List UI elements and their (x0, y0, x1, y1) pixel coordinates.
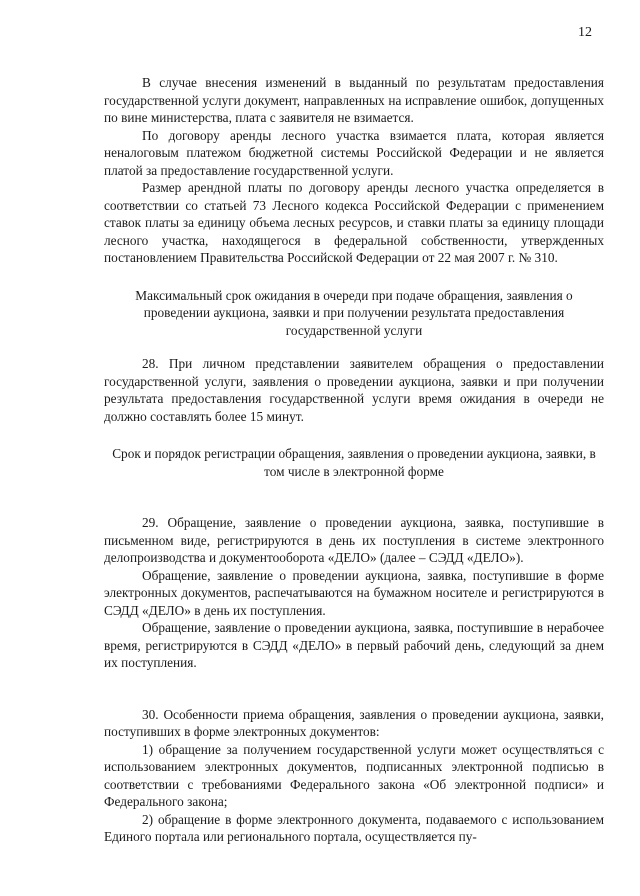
section-heading-registration: Срок и порядок регистрации обращения, заявления о проведении аукциона, заявки, в том числе в электронной форме (112, 446, 596, 479)
document-body (104, 74, 604, 846)
section-heading-queue-time: Максимальный срок ожидания в очереди при подаче обращения, заявления о проведении аукциона, заявки и при получении результата предоставления государственной услуги (135, 287, 573, 338)
paragraph-29-nonworking: Обращение, заявление о проведении аукциона, заявка, поступившие в нерабочее время, регистрируются в СЭДД «ДЕЛО» в первый рабочий день, следующий за днем их поступления. (104, 620, 604, 670)
page-number: 12 (578, 25, 592, 40)
paragraph-lease-amount: Размер арендной платы по договору аренды лесного участка определяется в соответствии со статьей 73 Лесного кодекса Российской Федерации с применением ставок платы за единицу объема лесных ресурсов, и ставки платы за единицу площади лесного участка, находящегося в федеральной собственности, утвержденных постановлением Правительства Российской Федерации от 22 мая 2007 г. № 310. (104, 180, 604, 265)
paragraph-29-electronic: Обращение, заявление о проведении аукциона, заявка, поступившие в форме электронных документов, распечатываются на бумажном носителе и регистрируются в СЭДД «ДЕЛО» в день их поступления. (104, 567, 604, 618)
paragraph-30: 30. Особенности приема обращения, заявления о проведении аукциона, заявки, поступивших в форме электронных документов: (104, 706, 604, 739)
paragraph-fee-corrections: В случае внесения изменений в выданный по результатам предоставления государственной услуги документ, направленных на исправление ошибок, допущенных по вине министерства, плата с заявителя не взимается. (104, 75, 604, 125)
paragraph-lease-fee: По договору аренды лесного участка взимается плата, которая является неналоговым платежом бюджетной системы Российской Федерации и не является платой за предоставление государственной услуги. (104, 127, 604, 178)
paragraph-29: 29. Обращение, заявление о проведении аукциона, заявка, поступившие в письменном виде, регистрируются в день их поступления в системе электронного делопроизводства и документооборота «ДЕЛО» (далее – СЭДД «ДЕЛО»). (104, 515, 604, 565)
paragraph-30-item-1: 1) обращение за получением государственной услуги может осуществляться с использованием электронных документов, подписанных электронной подписью в соответствии с требованиями Федерального закона «Об электронной подписи» и Федерального закона; (104, 741, 604, 809)
paragraph-28: 28. При личном представлении заявителем обращения о предоставлении государственной услуги, заявления о проведении аукциона, заявки и при получении результата предоставления государственной услуги время ожидания в очереди не должно составлять более 15 минут. (104, 356, 604, 424)
paragraph-30-item-2: 2) обращение в форме электронного документа, подаваемого с использованием Единого портала или регионального портала, осуществляется пу- (104, 811, 604, 844)
